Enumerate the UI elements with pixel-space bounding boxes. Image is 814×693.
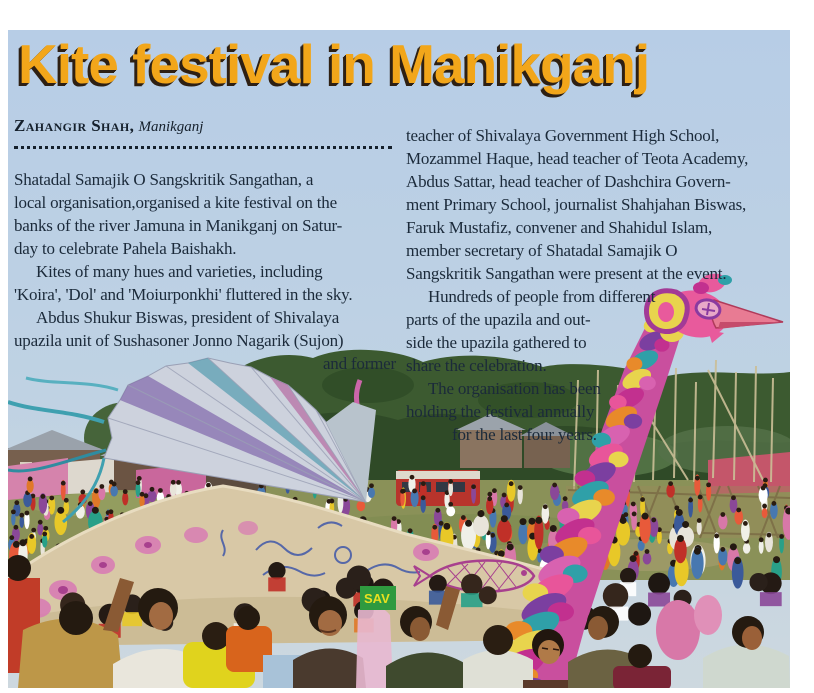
red-bus bbox=[396, 470, 480, 506]
article-column-right bbox=[406, 124, 780, 446]
article-line: 'Koira', 'Dol' and 'Moiurponkhi' fluttered in the sky. bbox=[14, 285, 353, 304]
article-line: Shatadal Samajik O Sangskritik Sangathan, a bbox=[14, 170, 314, 189]
article-line: parts of the upazila and out- bbox=[406, 310, 591, 329]
article-line: Faruk Mustafiz, convener and Shahidul Islam, bbox=[406, 218, 713, 237]
article-line: Abdus Sattar, head teacher of Dashchira Govern- bbox=[406, 172, 731, 191]
article-line: Abdus Shukur Biswas, president of Shivalaya bbox=[36, 308, 340, 327]
article-line: The organisation has been bbox=[428, 379, 601, 398]
byline-location: Manikganj bbox=[138, 119, 204, 135]
article-column-left bbox=[14, 168, 396, 375]
newspaper-page bbox=[8, 30, 790, 688]
article-line: Hundreds of people from different bbox=[428, 287, 656, 306]
article-line: upazila unit of Sushasoner Jonno Nagarik (Sujon) bbox=[14, 331, 344, 350]
dotted-divider bbox=[14, 140, 392, 149]
article-line: local organisation,organised a kite festival on the bbox=[14, 193, 337, 212]
byline bbox=[14, 116, 203, 136]
article-line: banks of the river Jamuna in Manikganj on Satur- bbox=[14, 216, 343, 235]
sign-text: SAV bbox=[364, 591, 390, 606]
article-line: day to celebrate Pahela Baishakh. bbox=[14, 239, 237, 258]
headline: Kite festival in Manikganj bbox=[18, 33, 650, 95]
article-line: holding the festival annually bbox=[406, 402, 595, 421]
article-line: Kites of many hues and varieties, including bbox=[36, 262, 323, 281]
article-line: for the last four years. bbox=[452, 425, 597, 444]
article-line: ment Primary School, journalist Shahjahan Biswas, bbox=[406, 195, 747, 214]
article-line: and former bbox=[322, 354, 396, 373]
article-line: member secretary of Shatadal Samajik O bbox=[406, 241, 678, 260]
article-line: share the celebration. bbox=[406, 356, 547, 375]
article-line: Sangskritik Sangathan were present at the event. bbox=[406, 264, 727, 283]
article-line: teacher of Shivalaya Government High School, bbox=[406, 126, 720, 145]
article-line: side the upazila gathered to bbox=[406, 333, 587, 352]
article-line: Mozammel Haque, head teacher of Teota Academy, bbox=[406, 149, 749, 168]
byline-author: Zahangir Shah, bbox=[14, 116, 135, 135]
